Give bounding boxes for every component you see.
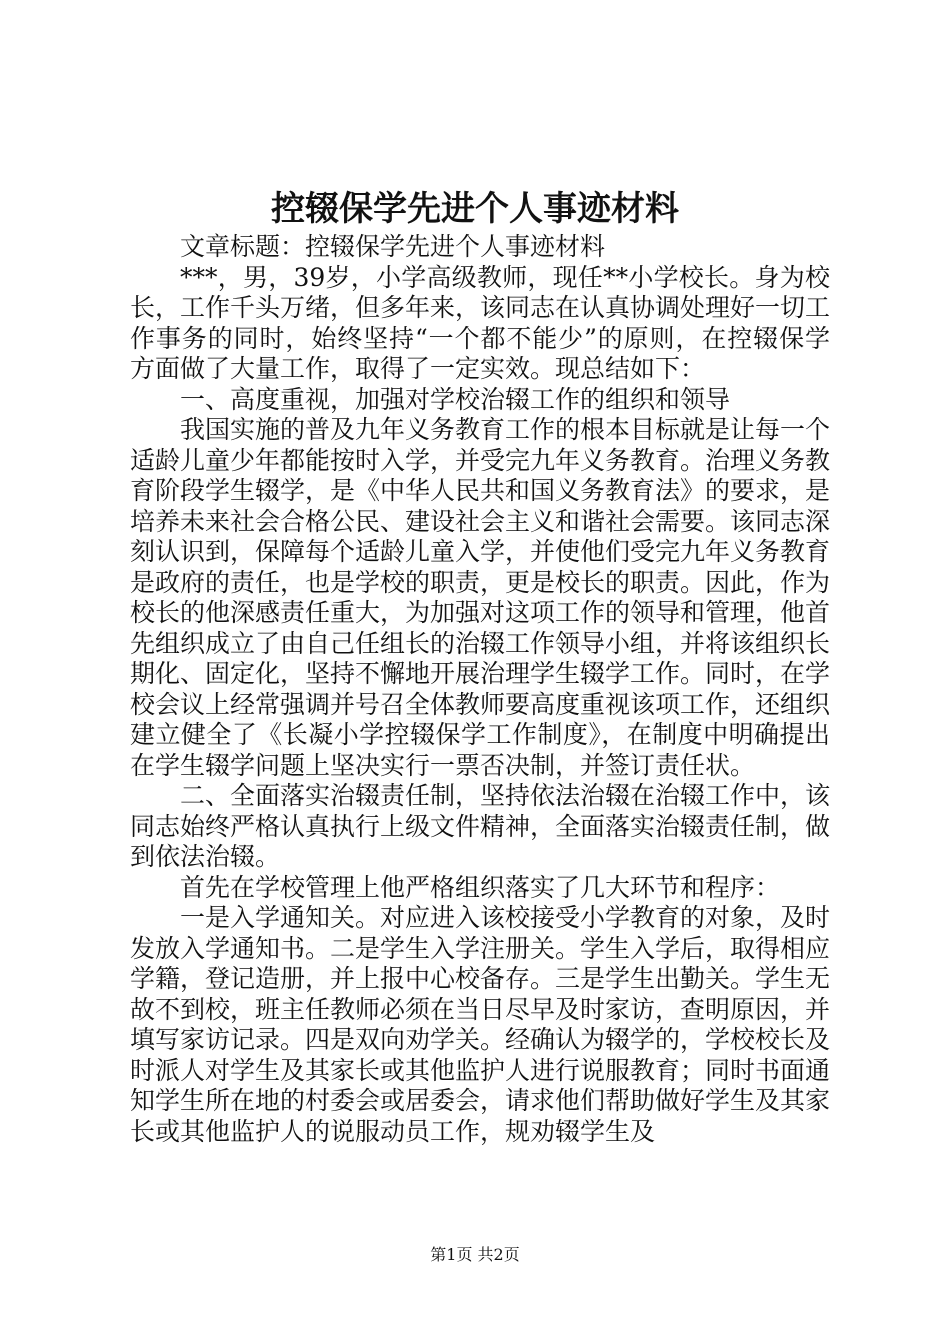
document-title: 控辍保学先进个人事迹材料 bbox=[271, 189, 679, 229]
article-title-line: 文章标题：控辍保学先进个人事迹材料 bbox=[180, 232, 606, 261]
section-heading-1: 一、高度重视，加强对学校治辍工作的组织和领导 bbox=[180, 384, 731, 414]
page-footer: 第1页 共2页 bbox=[430, 1245, 520, 1264]
section-heading-2: 二、全面落实治辍责任制，坚持依法治辍在治辍工作中，该同志始终严格认真执行上级文件精神，全面落实治辍责任制，做到依法治辍。 bbox=[130, 781, 831, 871]
document-body bbox=[130, 232, 830, 1147]
management-intro-paragraph: 首先在学校管理上他严格组织落实了几大环节和程序： bbox=[180, 872, 781, 902]
intro-paragraph: ***，男，39岁，小学高级教师，现任**小学校长。身为校长，工作千头万绪，但多年来，该同志在认真协调处理好一切工作事务的同时，始终坚持“一个都不能少”的原则，在控辍保学方面做了大量工作，取得了一定实效。现总结如下： bbox=[130, 262, 831, 383]
section-1-paragraph: 我国实施的普及九年义务教育工作的根本目标就是让每一个适龄儿童少年都能按时入学，并受完九年义务教育。治理义务教育阶段学生辍学，是《中华人民共和国义务教育法》的要求，是培养未来社会合格公民、建设社会主义和谐社会需要。该同志深刻认识到，保障每个适龄儿童入学，并使他们受完九年义务教育是政府的责任，也是学校的职责，更是校长的职责。因此，作为校长的他深感责任重大，为加强对这项工作的领导和管理，他首先组织成立了由自己任组长的治辍工作领导小组，并将该组织长期化、固定化，坚持不懈地开展治理学生辍学工作。同时，在学校会议上经常强调并号召全体教师要高度重视该项工作，还组织建立健全了《长凝小学控辍保学工作制度》，在制度中明确提出在学生辍学问题上坚决实行一票否决制，并签订责任状。 bbox=[130, 415, 831, 780]
procedures-paragraph: 一是入学通知关。对应进入该校接受小学教育的对象，及时发放入学通知书。二是学生入学注册关。学生入学后，取得相应学籍，登记造册，并上报中心校备存。三是学生出勤关。学生无故不到校，班主任教师必须在当日尽早及时家访，查明原因，并填写家访记录。四是双向劝学关。经确认为辍学的，学校校长及时派人对学生及其家长或其他监护人进行说服教育；同时书面通知学生所在地的村委会或居委会，请求他们帮助做好学生及其家长或其他监护人的说服动员工作，规劝辍学生及 bbox=[130, 903, 831, 1146]
